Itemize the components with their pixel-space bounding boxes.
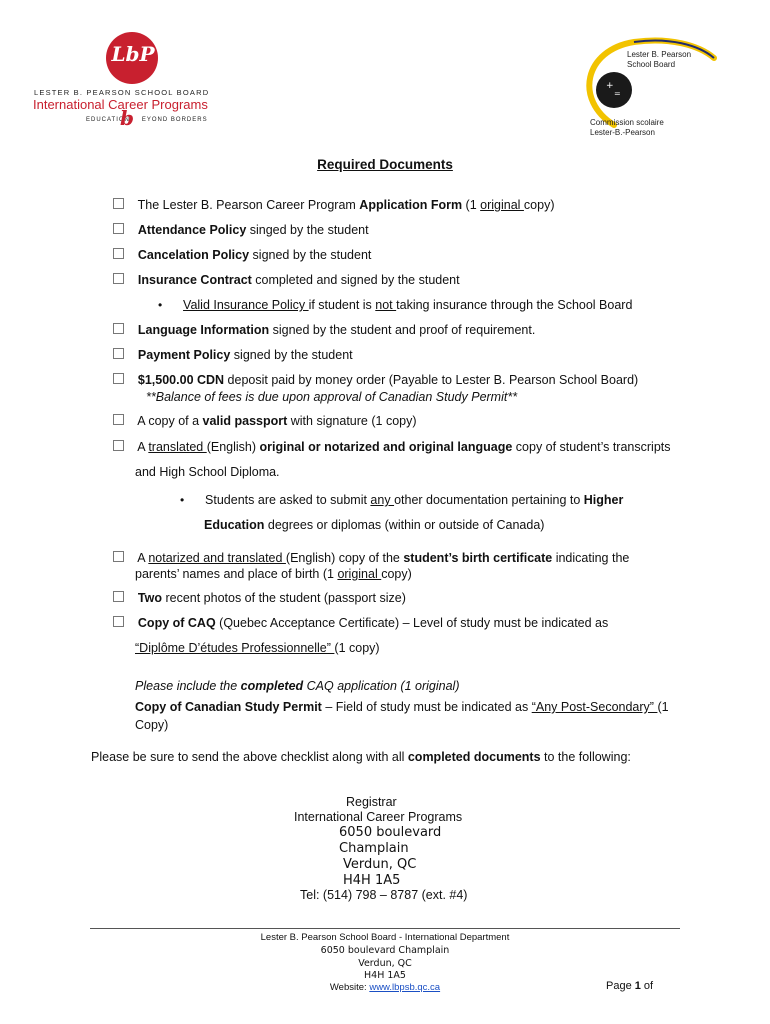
checklist-item-application: The Lester B. Pearson Career Program Application Form (1 original copy) xyxy=(113,198,555,212)
board-name: LESTER B. PEARSON SCHOOL BOARD xyxy=(34,88,210,97)
bullet-icon: • xyxy=(158,298,163,312)
svg-text:=: = xyxy=(614,89,621,98)
transcripts-line2: and High School Diploma. xyxy=(135,465,280,479)
checkbox-icon xyxy=(113,373,124,384)
transcripts-sub-item: • Students are asked to submit any other documentation pertaining to Higher xyxy=(180,493,624,507)
address-postal: H4H 1A5 xyxy=(343,873,401,888)
right-board-name: Lester B. Pearson School Board xyxy=(627,50,692,69)
checklist-item-attendance: Attendance Policy singed by the student xyxy=(113,223,369,237)
insurance-sub-item: • Valid Insurance Policy if student is not taking insurance through the School Board xyxy=(158,298,633,312)
address-tel: Tel: (514) 798 – 8787 (ext. #4) xyxy=(300,888,468,902)
checkbox-icon xyxy=(113,551,124,562)
footer-line2: 6050 boulevard Champlain xyxy=(320,945,450,956)
checklist-item-payment: Payment Policy signed by the student xyxy=(113,348,353,362)
footer-divider xyxy=(90,928,680,929)
checkbox-icon xyxy=(113,273,124,284)
checkbox-icon xyxy=(113,223,124,234)
study-permit-item: Copy of Canadian Study Permit – Field of study must be indicated as “Any Post-Secondary” (1 xyxy=(135,700,669,714)
checklist-item-passport: A copy of a valid passport with signature (1 copy) xyxy=(113,414,417,428)
right-commission-name: Commission scolaire Lester-B.-Pearson xyxy=(590,118,664,137)
footer-line3: Verdun, QC xyxy=(358,958,412,969)
address-program: International Career Programs xyxy=(294,810,463,824)
page-title: Required Documents xyxy=(317,157,453,172)
checkbox-icon xyxy=(113,248,124,259)
instruction-text: Please be sure to send the above checklist along with all completed documents to the following: xyxy=(91,750,631,764)
svg-text:+: + xyxy=(606,81,614,91)
checkbox-icon xyxy=(113,198,124,209)
checklist-item-insurance: Insurance Contract completed and signed by the student xyxy=(113,273,460,287)
study-permit-line2: Copy) xyxy=(135,718,169,732)
checklist-item-cancelation: Cancelation Policy signed by the student xyxy=(113,248,371,262)
checklist-item-language: Language Information signed by the student and proof of requirement. xyxy=(113,323,535,337)
balance-note: **Balance of fees is due upon approval of Canadian Study Permit** xyxy=(146,390,518,404)
address-street: 6050 boulevard xyxy=(339,825,442,840)
bullet-icon: • xyxy=(180,493,185,507)
checklist-item-caq: Copy of CAQ (Quebec Acceptance Certificate) – Level of study must be indicated as xyxy=(113,616,608,630)
footer-website: Website: www.lbpsb.qc.ca xyxy=(329,982,441,993)
birth-certificate-line2: parents’ names and place of birth (1 original copy) xyxy=(135,567,412,581)
footer-line4: H4H 1A5 xyxy=(364,970,406,981)
checkbox-icon xyxy=(113,591,124,602)
checklist-item-photos: Two recent photos of the student (passport size) xyxy=(113,591,406,605)
checklist-item-transcripts: A translated (English) original or notarized and original language copy of student’s transcripts xyxy=(113,440,671,454)
transcripts-sub-line2: Education degrees or diplomas (within or outside of Canada) xyxy=(204,518,545,532)
lbp-monogram: LbP xyxy=(111,42,155,66)
checkbox-icon xyxy=(113,348,124,359)
checklist-item-deposit: $1,500.00 CDN deposit paid by money order (Payable to Lester B. Pearson School Board) xyxy=(113,373,638,387)
address-registrar: Registrar xyxy=(346,795,397,809)
page-number: Page 1 of xyxy=(606,980,654,992)
checkbox-icon xyxy=(113,440,124,451)
checklist-item-birth-certificate: A notarized and translated (English) copy of the student’s birth certificate indicating the xyxy=(113,551,629,565)
checkbox-icon xyxy=(113,414,124,425)
program-name: International Career Programs xyxy=(33,97,208,112)
address-city: Verdun, QC xyxy=(343,857,417,872)
website-link[interactable]: www.lbpsb.qc.ca xyxy=(369,982,441,993)
caq-application-note: Please include the completed CAQ application (1 original) xyxy=(135,679,460,693)
tagline-b-mark: b xyxy=(120,106,134,130)
checkbox-icon xyxy=(113,616,124,627)
address-street2: Champlain xyxy=(339,841,409,856)
footer-line1: Lester B. Pearson School Board - International Department xyxy=(260,932,510,943)
tagline: EDUCATION EYOND BORDERS xyxy=(86,117,208,123)
caq-line2: “Diplôme D’études Professionnelle” (1 copy) xyxy=(135,641,380,655)
checkbox-icon xyxy=(113,323,124,334)
